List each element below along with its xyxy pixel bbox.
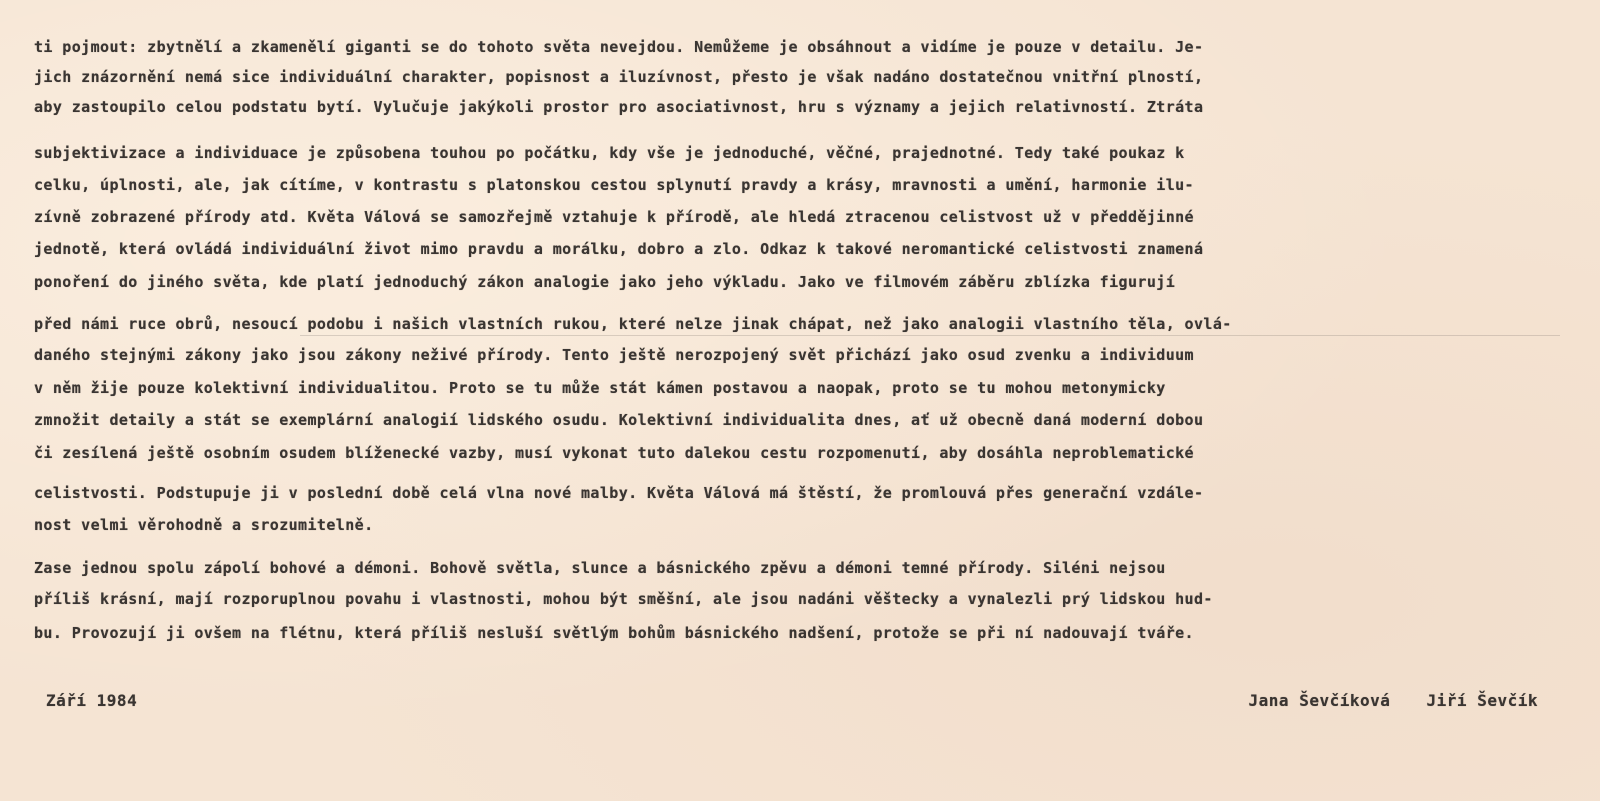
author-name: Jiří Ševčík: [1426, 691, 1538, 710]
author-signatures: [1249, 690, 1538, 712]
text-line: příliš krásní, mají rozporuplnou povahu i vlastnosti, mohou být směšní, ale jsou nadáni věštecky a vynalezli prý lidskou hud-: [34, 590, 1213, 608]
author-name: Jana Ševčíková: [1248, 691, 1391, 710]
text-line: v něm žije pouze kolektivní individualitou. Proto se tu může stát kámen postavou a naopak, proto se tu mohou metonymicky: [34, 379, 1166, 397]
text-line: subjektivizace a individuace je způsobena touhou po počátku, kdy vše je jednoduché, věčné, prajednotné. Tedy také poukaz k: [34, 144, 1185, 162]
text-line: celistvosti. Podstupuje ji v poslední době celá vlna nové malby. Květa Válová má štěstí, že promlouvá přes generační vzdále-: [34, 484, 1204, 502]
text-line: aby zastoupilo celou podstatu bytí. Vylučuje jakýkoli prostor pro asociativnost, hru s významy a jejich relativností. Ztráta: [34, 98, 1204, 116]
text-line: celku, úplnosti, ale, jak cítíme, v kontrastu s platonskou cestou splynutí pravdy a krásy, mravnosti a umění, harmonie ilu-: [34, 176, 1194, 194]
text-line: zívně zobrazené přírody atd. Květa Válová se samozřejmě vztahuje k přírodě, ale hledá ztracenou celistvost už v předdějinné: [34, 208, 1194, 226]
text-line: nost velmi věrohodně a srozumitelně.: [34, 516, 374, 534]
text-line: či zesílená ještě osobním osudem blíženecké vazby, musí vykonat tuto dalekou cestu rozpomenutí, aby dosáhla neproblematické: [34, 444, 1194, 462]
text-line: před námi ruce obrů, nesoucí podobu i našich vlastních rukou, které nelze jinak chápat, než jako analogii vlastního těla, ovlá-: [34, 315, 1232, 333]
text-line: Zase jednou spolu zápolí bohové a démoni. Bohově světla, slunce a básnického zpěvu a démoni temné přírody. Siléni nejsou: [34, 559, 1166, 577]
text-line: jednotě, která ovládá individuální život mimo pravdu a morálku, dobro a zlo. Odkaz k takové neromantické celistvosti znamená: [34, 240, 1204, 258]
text-line: ponoření do jiného světa, kde platí jednoduchý zákon analogie jako jeho výkladu. Jako ve filmovém záběru zblízka figurují: [34, 273, 1176, 291]
text-line: jich znázornění nemá sice individuální charakter, popisnost a iluzívnost, přesto je však nadáno dostatečnou vnitřní plností,: [34, 68, 1204, 86]
text-line: daného stejnými zákony jako jsou zákony neživé přírody. Tento ještě nerozpojený svět přichází jako osud zvenku a individuum: [34, 346, 1194, 364]
faint-underline-mark: [300, 335, 1560, 336]
date-line: Září 1984: [46, 691, 138, 710]
text-line: zmnožit detaily a stát se exemplární analogií lidského osudu. Kolektivní individualita dnes, ať už obecně daná moderní dobou: [34, 411, 1204, 429]
text-line: bu. Provozují ji ovšem na flétnu, která příliš nesluší světlým bohům básnického nadšení, protože se při ní nadouvají tváře.: [34, 624, 1194, 642]
text-line: ti pojmout: zbytnělí a zkamenělí giganti se do tohoto světa nevejdou. Nemůžeme je obsáhnout a vidíme je pouze v detailu. Je-: [34, 38, 1204, 56]
